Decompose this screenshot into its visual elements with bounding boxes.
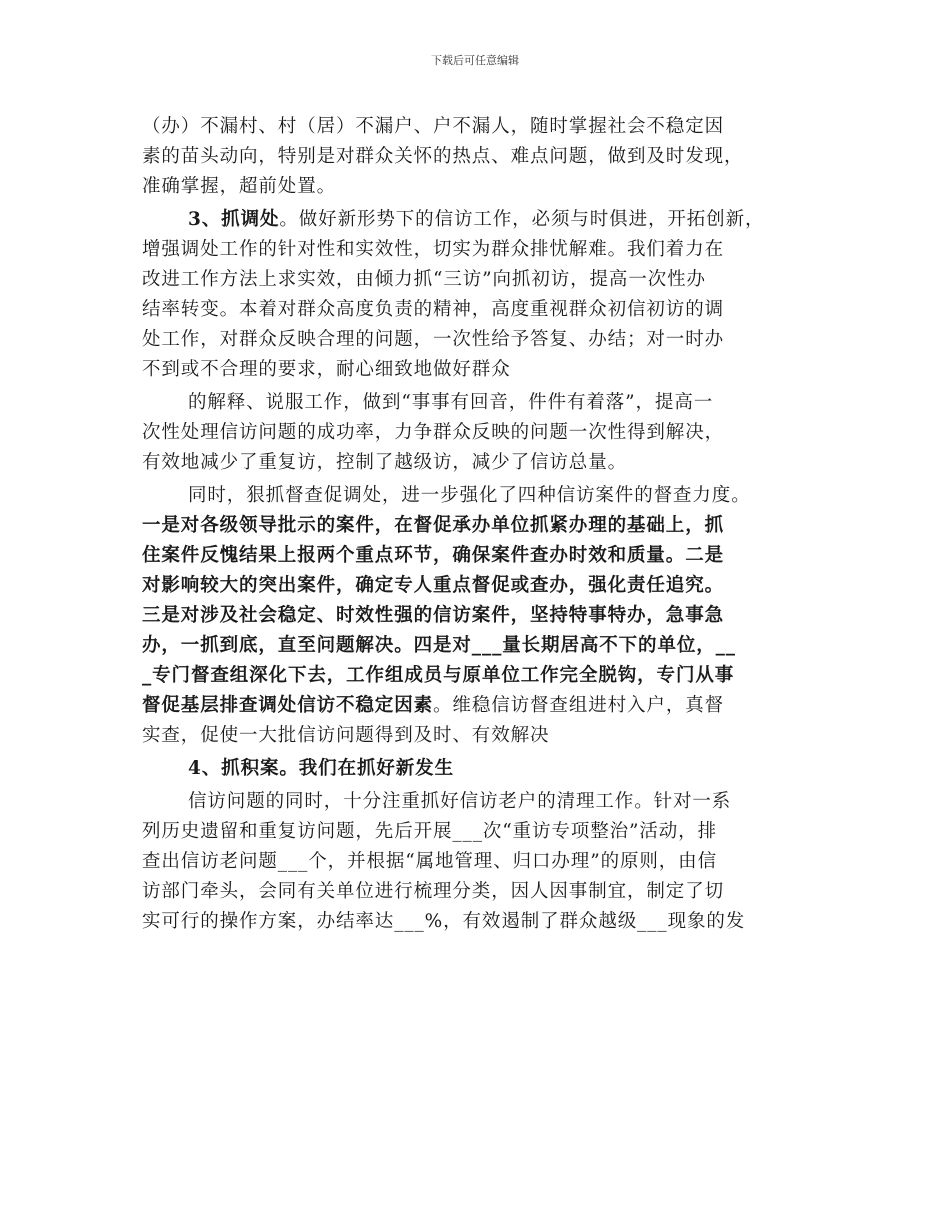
text-line: [142, 754, 812, 784]
page-header-note: 下载后可任意编辑: [431, 54, 519, 67]
bold-text-run: 一是对各级领导批示的案件，在督促承办单位抓紧办理的基础上，抓: [142, 515, 725, 536]
text-run: 素的苗头动向，特别是对群众关怀的热点、难点问题，做到及时发现，: [142, 146, 744, 167]
text-line: [142, 355, 812, 385]
bold-text-run: 办，一抓到底，直至问题解决。四是对___量长期居高不下的单位，__: [142, 635, 736, 656]
text-line: [142, 325, 812, 355]
text-run: 信访问题的同时，十分注重抓好信访老户的清理工作。针对一系: [188, 791, 732, 812]
text-line: [142, 418, 812, 448]
text-line: [142, 847, 812, 877]
text-line: [142, 235, 812, 265]
text-line: [142, 817, 812, 847]
text-line: [142, 481, 812, 511]
bold-text-run: 3、抓调处: [188, 209, 280, 230]
text-line: [142, 721, 812, 751]
text-run: 增强调处工作的针对性和实效性，切实为群众排忧解难。我们着力在: [142, 239, 725, 260]
text-run: 。做好新形势下的信访工作，必须与时俱进，开拓创新，: [279, 209, 765, 230]
bold-text-run: 对影响较大的突出案件，确定专人重点督促或查办，强化责任追究。: [142, 575, 725, 596]
bold-text-run: _专门督查组深化下去，工作组成员与原单位工作完全脱钩，专门从事: [142, 665, 735, 686]
text-run: 处工作，对群众反映合理的问题，一次性给予答复、办结；对一时办: [142, 329, 725, 350]
bold-text-run: 4、抓积案。我们在抓好新发生: [188, 758, 454, 779]
text-run: 结率转变。本着对群众高度负责的精神，高度重视群众初信初访的调: [142, 299, 725, 320]
text-run: 同时，狠抓督查促调处，进一步强化了四种信访案件的督查力度。: [188, 485, 751, 506]
bold-text-run: 三是对涉及社会稳定、时效性强的信访案件，坚持特事特办，急事急: [142, 605, 725, 626]
text-run: （办）不漏村、村（居）不漏户、户不漏人，随时掌握社会不稳定因: [142, 116, 725, 137]
text-line: [142, 661, 812, 691]
text-run: 。维稳信访督查组进村入户，真督: [433, 695, 725, 716]
text-line: [142, 601, 812, 631]
text-line: [142, 691, 812, 721]
text-run: 准确掌握，超前处置。: [142, 176, 337, 197]
text-line: [142, 172, 812, 202]
text-line: [142, 112, 812, 142]
text-line: [142, 571, 812, 601]
document-body: [142, 112, 812, 937]
bold-text-run: 住案件反愧结果上报两个重点环节，确保案件查办时效和质量。二是: [142, 545, 725, 566]
text-run: 不到或不合理的要求，耐心细致地做好群众: [142, 359, 511, 380]
text-line: [142, 877, 812, 907]
text-run: 实查，促使一大批信访问题得到及时、有效解决: [142, 725, 550, 746]
text-run: 改进工作方法上求实效，由倾力抓“三访”向抓初访，提高一次性办: [142, 269, 706, 290]
text-line: [142, 265, 812, 295]
bold-text-run: 督促基层排查调处信访不稳定因素: [142, 695, 434, 716]
text-line: [142, 631, 812, 661]
text-line: [142, 205, 812, 235]
text-line: [142, 541, 812, 571]
text-run: 次性处理信访问题的成功率，力争群众反映的问题一次性得到解决，: [142, 422, 725, 443]
text-run: 访部门牵头，会同有关单位进行梳理分类，因人因事制宜，制定了切: [142, 881, 725, 902]
text-line: [142, 142, 812, 172]
text-line: [142, 787, 812, 817]
text-run: 查出信访老问题___个，并根据“属地管理、归口办理”的原则，由信: [142, 851, 717, 872]
text-line: [142, 511, 812, 541]
text-run: 列历史遗留和重复访问题，先后开展___次“重访专项整治”活动，排: [142, 821, 717, 842]
text-line: [142, 907, 812, 937]
text-run: 有效地减少了重复访，控制了越级访，减少了信访总量。: [142, 452, 628, 473]
text-line: [142, 295, 812, 325]
text-line: [142, 448, 812, 478]
text-run: 的解释、说服工作，做到“事事有回音，件件有着落”，提高一: [188, 392, 714, 413]
text-line: [142, 388, 812, 418]
text-run: 实可行的操作方案，办结率达___%，有效遏制了群众越级___现象的发: [142, 911, 746, 932]
